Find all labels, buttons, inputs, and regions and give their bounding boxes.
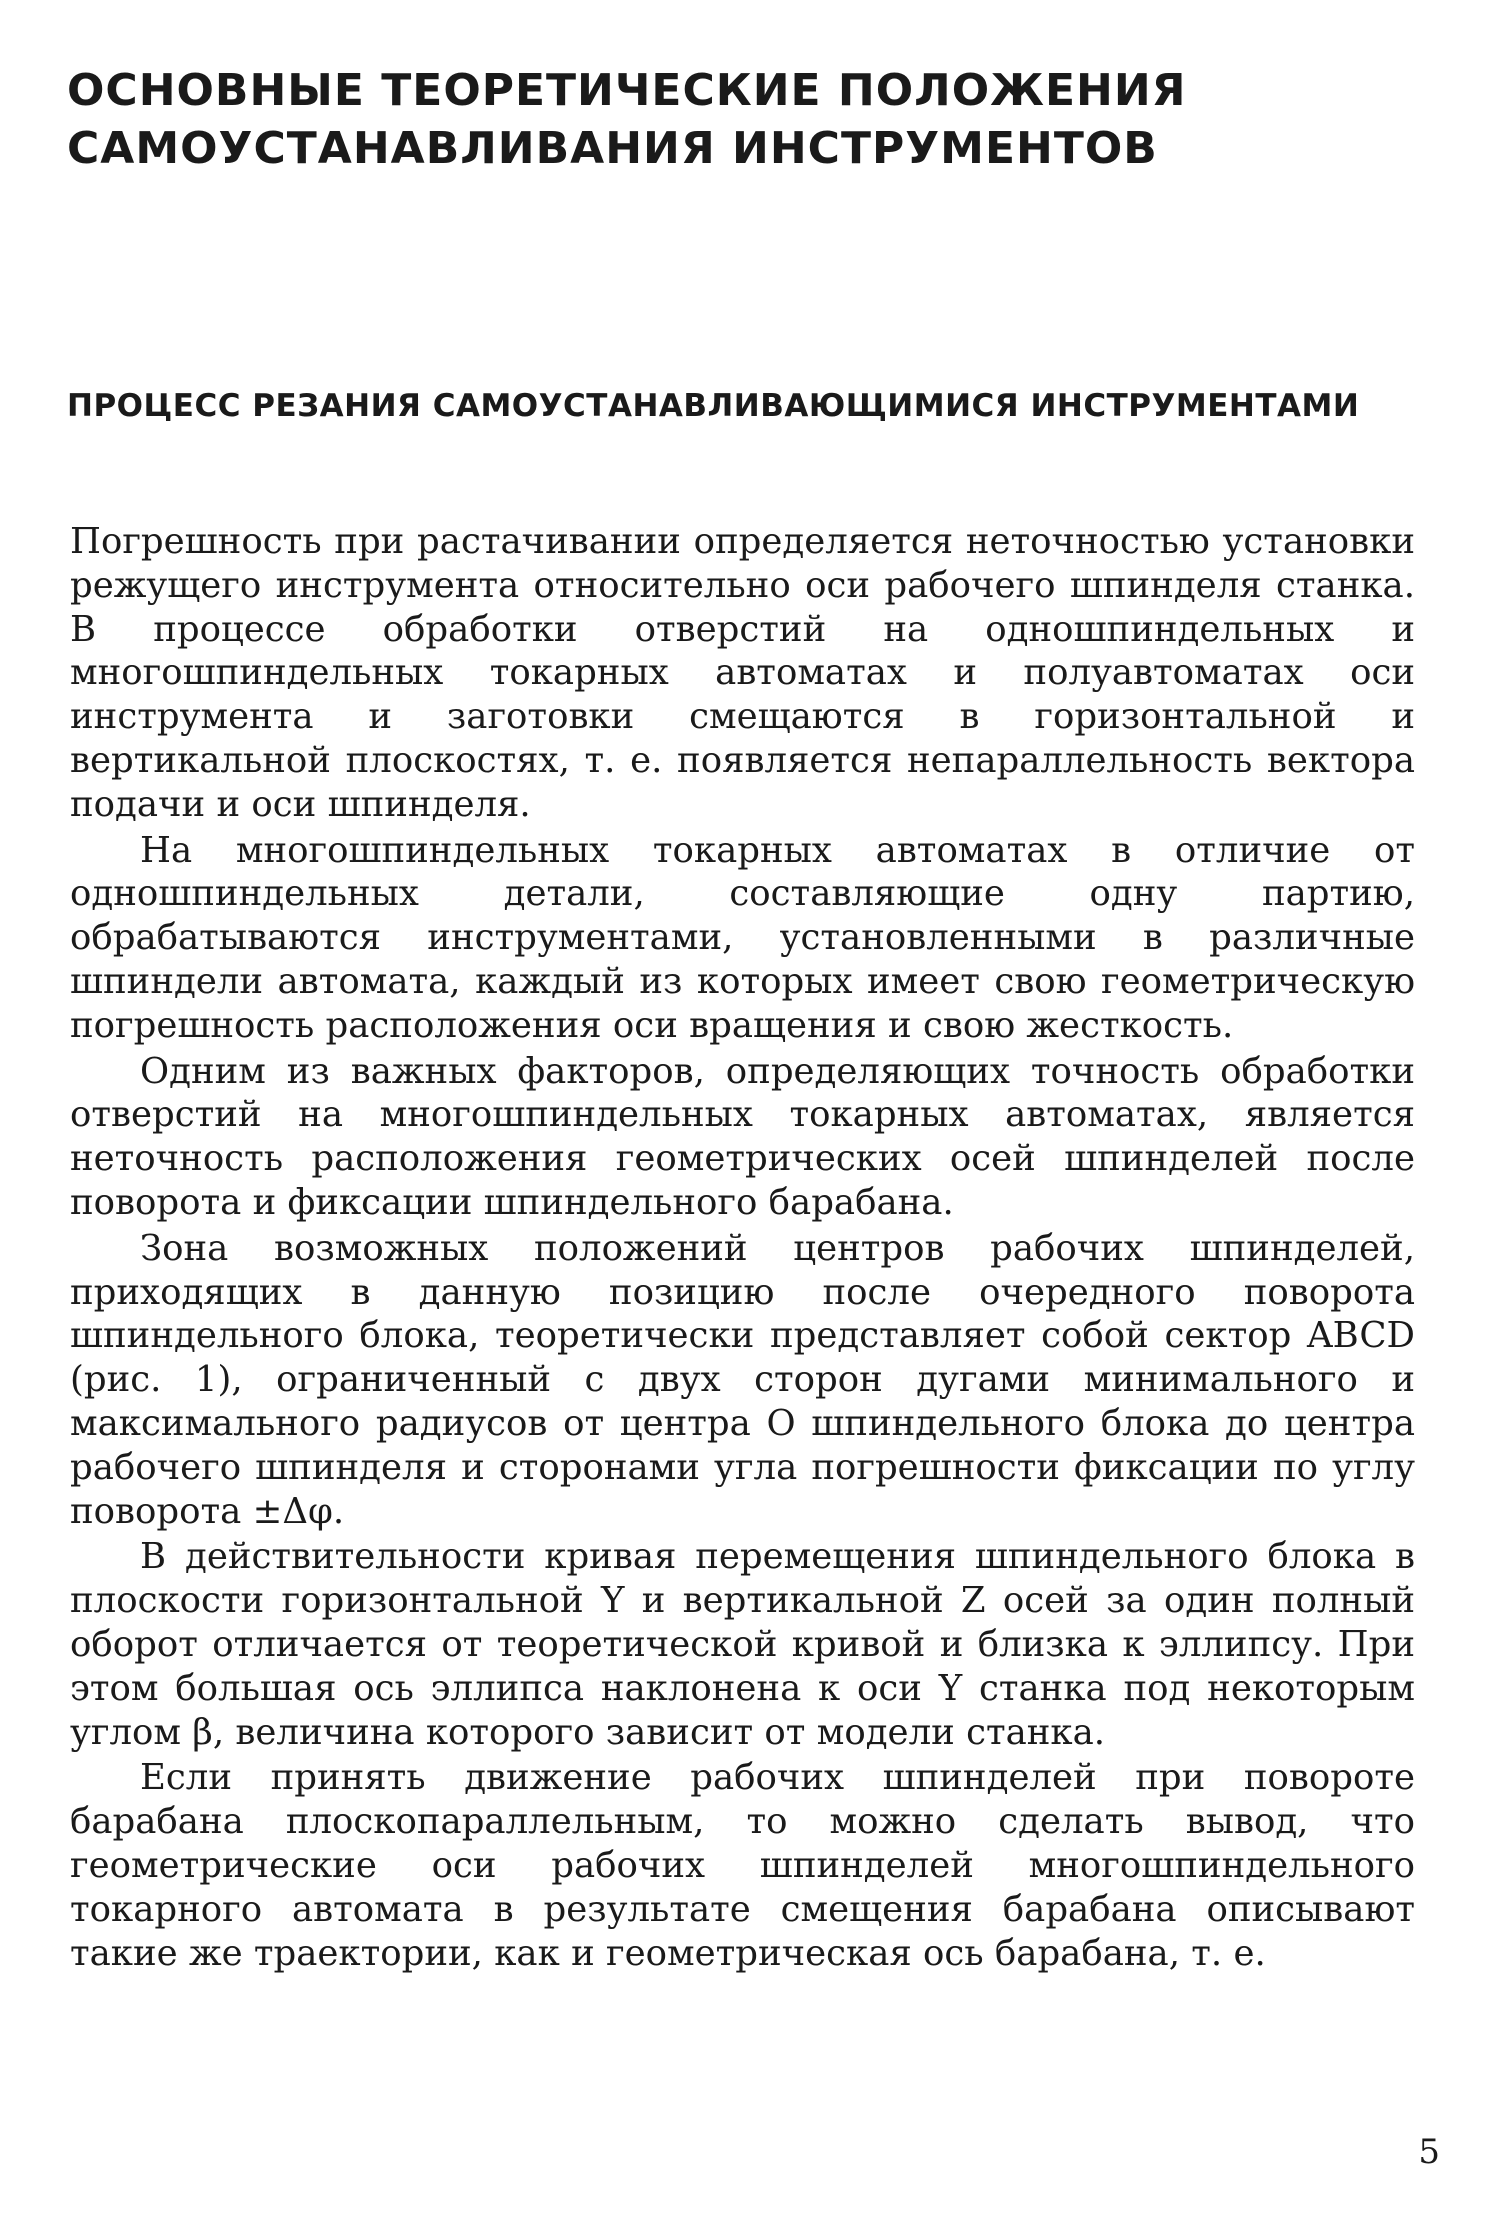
paragraph-3: Одним из важных факторов, определяющих точность обработки отверстий на многошпиндельных токарных автоматах, является неточность расположения геометрических осей шпинделей после поворота и фиксации шпиндельного барабана. (70, 1050, 1415, 1223)
chapter-title: ОСНОВНЫЕ ТЕОРЕТИЧЕСКИЕ ПОЛОЖЕНИЯ САМОУСТАНАВЛИВАНИЯ ИНСТРУМЕНТОВ (67, 65, 1187, 174)
paragraph-6: Если принять движение рабочих шпинделей при повороте барабана плоскопараллельным, то можно сделать вывод, что геометрические оси рабочих шпинделей многошпиндельного токарного автомата в результате смещения барабана описывают такие же траектории, как и геометрическая ось барабана, т. е. (70, 1757, 1415, 1974)
paragraph-4: Зона возможных положений центров рабочих шпинделей, приходящих в данную позицию после очередного поворота шпиндельного блока, теоретически представляет собой сектор ABCD (рис. 1), ограниченный с двух сторон дугами минимального и максимального радиусов от центра O шпиндельного блока до центра рабочего шпинделя и сторонами угла погрешности фиксации по углу поворота ±Δφ. (70, 1227, 1415, 1532)
section-title: ПРОЦЕСС РЕЗАНИЯ САМОУСТАНАВЛИВАЮЩИМИСЯ ИНСТРУМЕНТАМИ (67, 388, 1360, 424)
paragraph-1: Погрешность при растачивании определяется неточностью установки режущего инструмента относительно оси рабочего шпинделя станка. В процессе обработки отверстий на одношпиндельных и многошпиндельных токарных автоматах и полуавтоматах оси инструмента и заготовки смещаются в горизонтальной и вертикальной плоскостях, т. е. появляется непараллельность вектора подачи и оси шпинделя. (70, 521, 1415, 825)
body-text (70, 520, 1415, 1977)
paragraph-5: В действительности кривая перемещения шпиндельного блока в плоскости горизонтальной Y и вертикальной Z осей за один полный оборот отличается от теоретической кривой и близка к эллипсу. При этом большая ось эллипса наклонена к оси Y станка под некоторым углом β, величина которого зависит от модели станка. (70, 1536, 1415, 1753)
paragraph-2: На многошпиндельных токарных автоматах в отличие от одношпиндельных детали, составляющие одну партию, обрабатываются инструментами, установленными в различные шпиндели автомата, каждый из которых имеет свою геометрическую погрешность расположения оси вращения и свою жесткость. (70, 829, 1415, 1046)
page-number: 5 (1418, 2132, 1440, 2172)
